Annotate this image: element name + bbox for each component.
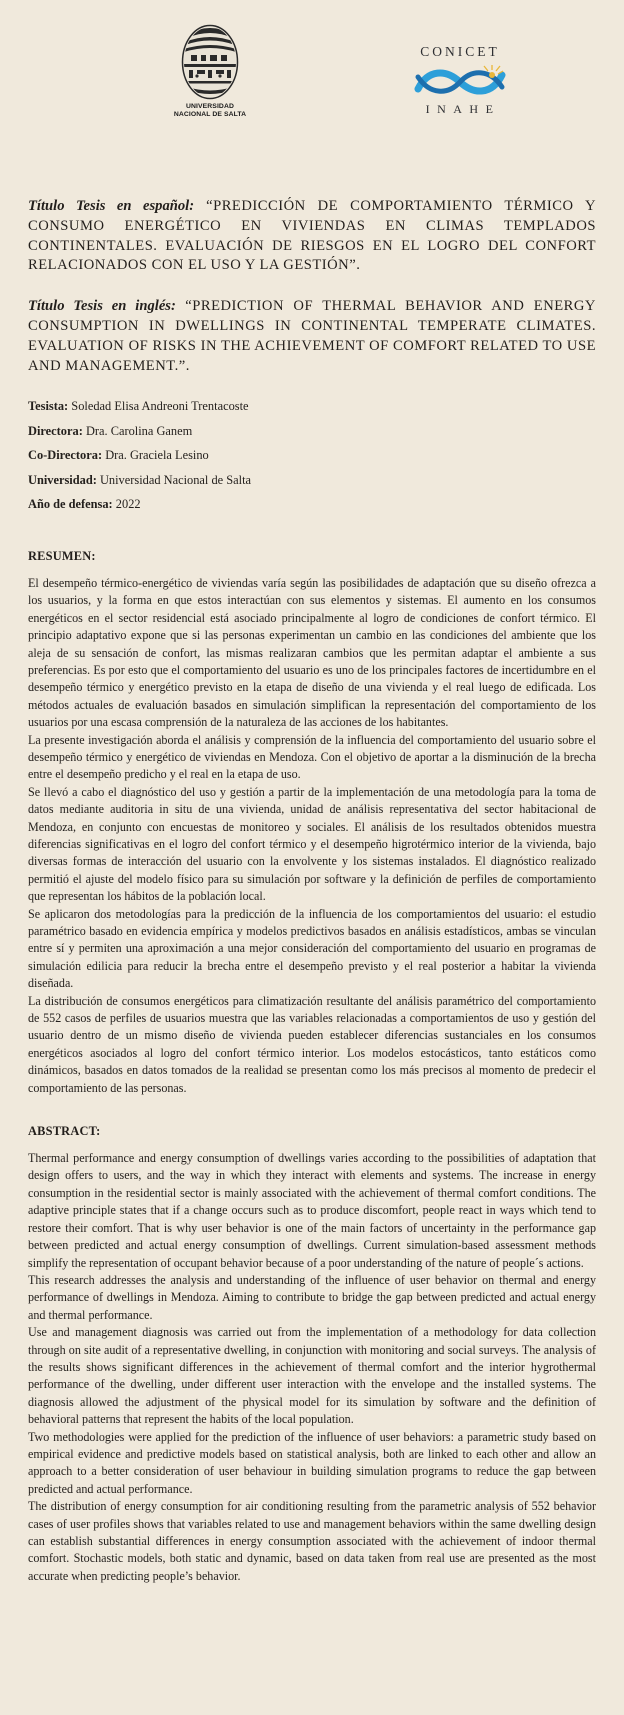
abstract-paragraph: Two methodologies were applied for the prediction of the influence of user behaviors: a parametric study based on empirical evidence and predictive models based on statistical analysis, both are linked to each other and allow an approach to a better consideration of user behaviour in building simulation programs to reduce the gap between predicted and actual performance. bbox=[28, 1429, 596, 1496]
title-english-text: “PREDICTION OF THERMAL BEHAVIOR AND ENERGY CONSUMPTION IN DWELLINGS IN CONTINENTAL TEMPERATE CLIMATES. EVALUATION OF RISKS IN THE ACHIEVEMENT OF COMFORT RELATED TO USE AND MANAGEMENT.”. bbox=[28, 298, 596, 374]
abstract-section bbox=[28, 1123, 596, 1585]
thesis-titles bbox=[28, 197, 596, 376]
abstract-paragraph: Thermal performance and energy consumption of dwellings varies according to the possibilities of adaptation that design offers to users, and the way in which they interact with elements and systems. The increase in energy consumption in the residential sector is mainly associated with the achievement of thermal comfort conditions. The adaptive principle states that if a change occurs such as to produce discomfort, people react in ways which tend to restore their comfort. That is why user behavior is one of the main factors of uncertainty in the performance gap between predicted and actual energy consumption of dwellings. Current simulation-based assessment methods simplify the representation of occupant behavior because of a poor understanding of the nature of people´s actions. bbox=[28, 1151, 596, 1270]
university-seal-icon bbox=[181, 24, 239, 100]
meta-label: Universidad bbox=[28, 472, 93, 487]
abstract-heading: ABSTRACT: bbox=[28, 1124, 101, 1139]
university-caption-line1: UNIVERSIDAD bbox=[186, 103, 234, 110]
meta-value: 2022 bbox=[115, 497, 141, 512]
meta-value: Universidad Nacional de Salta bbox=[99, 472, 252, 487]
header-logos bbox=[28, 0, 596, 170]
university-caption-line2: NACIONAL DE SALTA bbox=[173, 111, 247, 119]
meta-row-tesista: Tesista: Soledad Elisa Andreoni Trentacoste bbox=[28, 399, 249, 414]
conicet-wave-icon bbox=[414, 65, 506, 99]
meta-label: Tesista bbox=[28, 399, 65, 414]
resumen-paragraph: Se llevó a cabo el diagnóstico del uso y gestión a partir de la implementación de una metodología para la toma de datos mediante auditoria in situ de una vivienda, unidad de análisis representativa del sector habitacional de Mendoza, en conjunto con encuestas de monitoreo y sociales. El análisis de los resultados obtenidos muestra diferencias significativas en el logro del confort térmico y el desempeño higrotérmico interior de la vivienda, bajo diversas formas de interacción del usuario con la envolvente y los sistemas instalados. El diagnóstico realizado permitió el ajuste del modelo físico para su simulación por software y la definición de perfiles de comportamiento que representan los hábitos de la población local. bbox=[28, 784, 596, 904]
title-spanish-text: “PREDICCIÓN DE COMPORTAMIENTO TÉRMICO Y CONSUMO ENERGÉTICO EN VIVIENDAS EN CLIMAS TEMPLADOS CONTINENTALES. EVALUACIÓN DE RIESGOS EN EL LOGRO DEL CONFORT RELACIONADOS CON EL USO Y LA GESTIÓN”. bbox=[28, 198, 597, 274]
meta-value: Dra. Graciela Lesino bbox=[105, 448, 209, 463]
title-spanish bbox=[28, 197, 596, 276]
resumen-paragraph: La presente investigación aborda el análisis y comprensión de la influencia del comportamiento del usuario sobre el desempeño térmico y energético de viviendas en Mendoza. Con el objetivo de aportar a la disminución de la brecha entre el desempeño predicho y el real en la etapa de uso. bbox=[28, 732, 596, 782]
resumen-section bbox=[28, 548, 596, 1097]
meta-value: Dra. Carolina Ganem bbox=[85, 423, 193, 438]
abstract-paragraph: The distribution of energy consumption for air conditioning resulting from the parametric analysis of 552 behavior cases of user profiles shows that variables related to use and management behaviors within the same dwelling design can establish substantial differences in energy consumption associated with the achievement of indoor thermal comfort. Stochastic models, both static and dynamic, based on data taken from real use are presented as the most accurate when predicting people’s behavior. bbox=[28, 1499, 596, 1583]
inahe-label: INAHE bbox=[425, 102, 501, 116]
abstract-paragraph: This research addresses the analysis and understanding of the influence of user behavior on thermal and energy performance of dwellings in Mendoza. Aiming to contribute to bridge the gap between predicted and actual energy and thermal performance. bbox=[28, 1272, 596, 1322]
meta-label: Directora bbox=[28, 423, 79, 438]
university-caption bbox=[172, 103, 248, 120]
title-english bbox=[28, 297, 596, 376]
university-logo bbox=[172, 24, 248, 120]
resumen-paragraph: El desempeño térmico-energético de viviendas varía según las posibilidades de adaptación que su diseño ofrezca a los usuarios, y la forma en que estos interactúan con sus elementos y sistemas. El aumento en los consumos energéticos en el sector residencial está asociado principalmente al logro de condiciones de confort térmico. El principio adaptativo expone que si las personas experimentan un cambio en las condiciones del ambiente que los aleja de su sensación de confort, las mismas realizaran cambios que les permitan adaptar el ambiente a sus preferencias. Es por esto que el comportamiento del usuario es uno de los principales factores de incertidumbre en el desempeño térmico y energético previsto en la etapa de diseño de una vivienda y el real luego de edificada. Los métodos actuales de evaluación basados en simulación simplifican la representación del comportamiento de los usuarios por una escasa comprensión de la naturaleza de las acciones de los habitantes. bbox=[28, 575, 596, 730]
meta-row-universidad: Universidad: Universidad Nacional de Salta bbox=[28, 472, 252, 487]
meta-row-codirectora: Co-Directora: Dra. Graciela Lesino bbox=[28, 448, 209, 463]
resumen-paragraph: Se aplicaron dos metodologías para la predicción de la influencia de los comportamientos del usuario: el estudio paramétrico basado en evidencia empírica y modelos predictivos basados en análisis estadísticos, ambas se vinculan entre sí y permiten una aproximación a una mejor consideración del comportamiento del usuario en programas de simulación edilicia para reducir la brecha entre el desempeño previsto y el real posterior a habitar la vivienda diseñada. bbox=[28, 906, 596, 991]
resumen-heading: RESUMEN: bbox=[28, 548, 96, 563]
conicet-label: CONICET bbox=[420, 44, 500, 59]
resumen-paragraph: La distribución de consumos energéticos para climatización resultante del análisis paramétrico del comportamiento de 552 casos de perfiles de usuarios muestra que las variables relacionadas a comportamientos de uso y gestión del usuario dentro de un mismo diseño de vivienda pueden establecer diferencias sustanciales en los consumos energéticos asociados al logro del confort térmico interior. Los modelos estocásticos, tanto estáticos como dinámicos, basados en datos tomados de la realidad se presentan como los más precisos al momento de predecir el comportamiento de las personas. bbox=[28, 993, 596, 1095]
thesis-metadata bbox=[28, 398, 596, 521]
meta-label: Año de defensa bbox=[28, 497, 109, 512]
title-english-label: Título Tesis en inglés: bbox=[28, 298, 176, 315]
meta-label: Co-Directora bbox=[28, 448, 98, 463]
conicet-inahe-logo bbox=[404, 44, 516, 116]
meta-row-directora: Directora: Dra. Carolina Ganem bbox=[28, 423, 193, 438]
title-spanish-label: Título Tesis en español: bbox=[28, 198, 195, 214]
abstract-paragraph: Use and management diagnosis was carried out from the implementation of a methodology for data collection through on site audit of a representative dwelling, in conjunction with monitoring and social surveys. The analysis of the results shows significant differences in the achievement of thermal comfort and the interior hygrothermal performance of the dwelling, under different user interaction with the envelope and the installed systems. The diagnosis allowed the adjustment of the physical model for its simulation by software and the definition of behavioral patterns that represent the habits of the local population. bbox=[28, 1325, 596, 1427]
meta-row-ano-defensa: Año de defensa: 2022 bbox=[28, 497, 141, 512]
meta-value: Soledad Elisa Andreoni Trentacoste bbox=[71, 399, 249, 414]
